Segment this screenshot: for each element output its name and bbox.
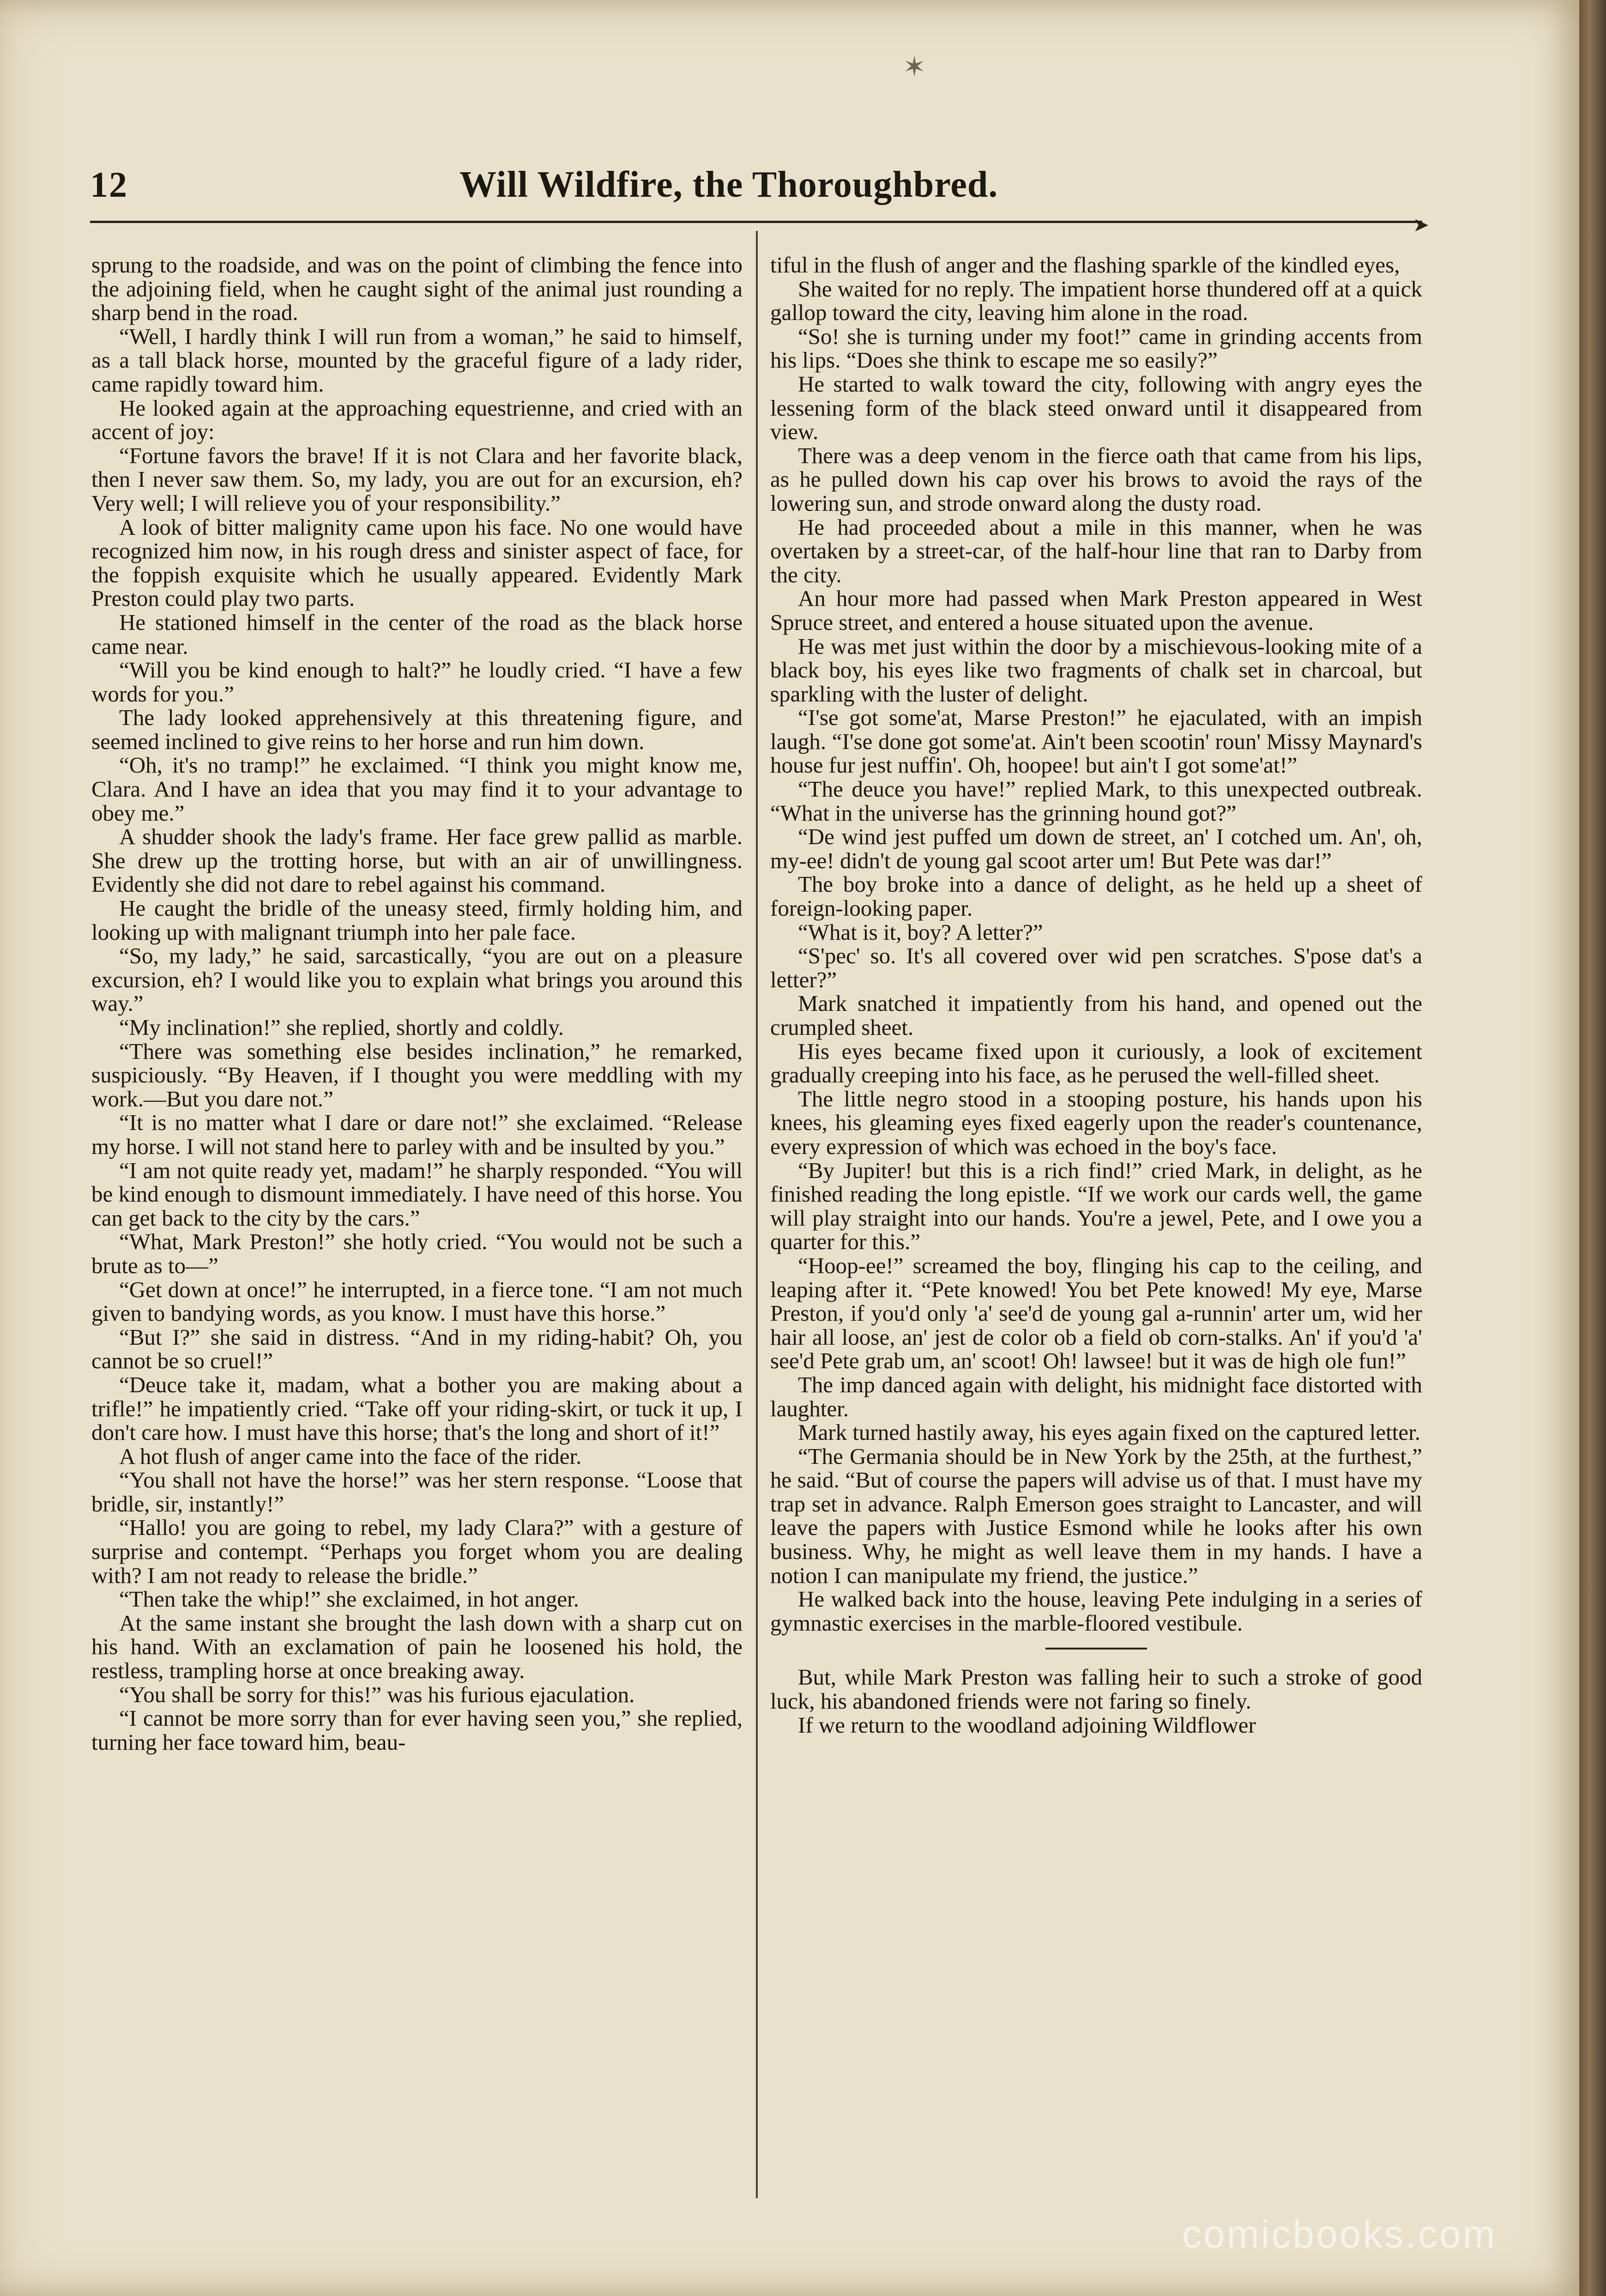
paragraph: “Well, I hardly think I will run from a woman,” he said to himself, as a tall black horse, mounted by the graceful figure of a lady rider, came rapidly toward him. (91, 323, 743, 397)
paragraph: “So! she is turning under my foot!” came in grinding accents from his lips. “Does she think to escape me so easily?” (770, 323, 1422, 373)
paragraph: “What is it, boy? A letter?” (798, 919, 1043, 945)
paragraph: “My inclination!” she replied, shortly and coldly. (119, 1015, 564, 1040)
paragraph: At the same instant she brought the lash down with a sharp cut on his hand. With an exclamation of pain he loosened his hold, the restless, trampling horse at once breaking away. (91, 1610, 743, 1684)
paragraph: “By Jupiter! but this is a rich find!” cried Mark, in delight, as he finished reading the long epistle. “If we work our cards well, the game will play straight into our hands. You're a jewel, Pete, and I owe you a quarter for this.” (770, 1157, 1422, 1255)
paragraph: “You shall not have the horse!” was her stern response. “Loose that bridle, sir, instantly!” (91, 1467, 743, 1517)
paragraph: He started to walk toward the city, following with angry eyes the lessening form of the black steed onward until it disappeared from view. (770, 371, 1422, 445)
paragraph: tiful in the flush of anger and the flashing sparkle of the kindled eyes, (770, 252, 1400, 278)
paragraph: He was met just within the door by a mischievous-looking mite of a black boy, his eyes like two fragments of chalk set in charcoal, but sparkling with the luster of delight. (770, 633, 1422, 707)
paragraph: But, while Mark Preston was falling heir to such a stroke of good luck, his abandoned friends were not faring so finely. (770, 1664, 1422, 1714)
paragraph: A shudder shook the lady's frame. Her face grew pallid as marble. She drew up the trotting horse, but with an air of unwillingness. Evidently she did not dare to rebel against his command. (91, 824, 743, 897)
paragraph: “You shall be sorry for this!” was his furious ejaculation. (119, 1681, 635, 1707)
paragraph: He looked again at the approaching equestrienne, and cried with an accent of joy: (91, 395, 743, 445)
paragraph: “Get down at once!” he interrupted, in a fierce tone. “I am not much given to bandying words, as you know. I must have this horse.” (91, 1276, 743, 1326)
paragraph: “Hallo! you are going to rebel, my lady Clara?” with a gesture of surprise and contempt. “Perhaps you forget whom you are dealing with? I am not ready to release the bridle.” (91, 1515, 743, 1588)
paragraph: Mark snatched it impatiently from his hand, and opened out the crumpled sheet. (770, 991, 1422, 1040)
paragraph: He had proceeded about a mile in this manner, when he was overtaken by a street-car, of the half-hour line that ran to Darby from the city. (770, 514, 1422, 587)
section-break-rule (1045, 1648, 1147, 1649)
paragraph: “I cannot be more sorry than for ever having seen you,” she replied, turning her face toward him, beau- (91, 1705, 743, 1755)
paragraph: “The deuce you have!” replied Mark, to this unexpected outbreak. “What in the universe has the grinning hound got?” (770, 776, 1422, 826)
paragraph: “I'se got some'at, Marse Preston!” he ejaculated, with an impish laugh. “I'se done got some'at. Ain't been scootin' roun' Missy Maynard's house fur jest nuffin'. Oh, hoopee! but ain't I got some'at!” (770, 705, 1422, 778)
paragraph: “But I?” she said in distress. “And in my riding-habit? Oh, you cannot be so cruel!” (91, 1324, 743, 1374)
paragraph: “So, my lady,” he said, sarcastically, “you are out on a pleasure excursion, eh? I would like you to explain what brings you around this way.” (91, 943, 743, 1016)
paragraph: An hour more had passed when Mark Preston appeared in West Spruce street, and entered a house situated upon the avenue. (770, 586, 1422, 635)
paragraph: She waited for no reply. The impatient horse thundered off at a quick gallop toward the city, leaving him alone in the road. (770, 276, 1422, 326)
paragraph: sprung to the roadside, and was on the point of climbing the fence into the adjoining field, when he caught sight of the animal just rounding a sharp bend in the road. (91, 252, 743, 326)
paragraph: “Hoop-ee!” screamed the boy, flinging his cap to the ceiling, and leaping after it. “Pete knowed! You bet Pete knowed! My eye, Marse Preston, if you'd only 'a' see'd de young gal a-runnin' arter um, wid her hair all loose, an' jest de color ob a field ob corn-stalks. An' if you'd 'a' see'd Pete grab um, an' scoot! Oh! lawsee! but it was de high ole fun!” (770, 1252, 1422, 1374)
paragraph: He walked back into the house, leaving Pete indulging in a series of gymnastic exercises in the marble-floored vestibule. (770, 1586, 1422, 1636)
paragraph: Mark turned hastily away, his eyes again fixed on the captured letter. (798, 1420, 1420, 1445)
running-header (90, 164, 1438, 219)
paragraph: “Fortune favors the brave! If it is not Clara and her favorite black, then I never saw them. So, my lady, you are out for an excursion, eh? Very well; I will relieve you of your responsibility.” (91, 442, 743, 516)
printer-ornament-icon: ✶ (903, 52, 926, 82)
paragraph: A look of bitter malignity came upon his face. No one would have recognized him now, in his rough dress and sinister aspect of face, for the foppish exquisite which he usually appeared. Evidently Mark Preston could play two parts. (91, 514, 743, 611)
paragraph: “Will you be kind enough to halt?” he loudly cried. “I have a few words for you.” (91, 657, 743, 707)
paragraph: “Deuce take it, madam, what a bother you are making about a trifle!” he impatiently cried. “Take off your riding-skirt, or tuck it up, I don't care how. I must have this horse; that's the long and short of it!” (91, 1372, 743, 1445)
paragraph: “De wind jest puffed um down de street, an' I cotched um. An', oh, my-ee! didn't de young gal scoot arter um! But Pete was dar!” (770, 824, 1422, 873)
paragraph: “What, Mark Preston!” she hotly cried. “You would not be such a brute as to—” (91, 1229, 743, 1278)
left-column (91, 253, 743, 1754)
column-divider (756, 231, 758, 2198)
paragraph: “S'pec' so. It's all covered over wid pen scratches. S'pose dat's a letter?” (770, 943, 1422, 992)
running-title: Will Wildfire, the Thoroughbred. (459, 164, 998, 205)
site-watermark: comicbooks.com (1182, 2212, 1497, 2256)
paragraph: “I am not quite ready yet, madam!” he sharply responded. “You will be kind enough to dismount immediately. I have need of this horse. You can get back to the city by the cars.” (91, 1157, 743, 1231)
paragraph: “Oh, it's no tramp!” he exclaimed. “I think you might know me, Clara. And I have an idea that you may find it to your advantage to obey me.” (91, 752, 743, 826)
paragraph: The boy broke into a dance of delight, as he held up a sheet of foreign-looking paper. (770, 871, 1422, 921)
header-rule-ornament-icon: ➤ (1413, 215, 1430, 236)
paragraph: A hot flush of anger came into the face of the rider. (119, 1443, 582, 1469)
page-number: 12 (90, 164, 128, 205)
right-column (770, 253, 1422, 1737)
paragraph: He caught the bridle of the uneasy steed, firmly holding him, and looking up with malignant triumph into her pale face. (91, 895, 743, 945)
paragraph: “Then take the whip!” she exclaimed, in hot anger. (119, 1586, 579, 1612)
book-spine-edge (1579, 0, 1606, 2296)
paragraph: The imp danced again with delight, his midnight face distorted with laughter. (770, 1372, 1422, 1421)
paragraph: The lady looked apprehensively at this threatening figure, and seemed inclined to give reins to her horse and run him down. (91, 705, 743, 754)
header-rule (90, 221, 1422, 223)
paragraph: “The Germania should be in New York by the 25th, at the furthest,” he said. “But of course the papers will advise us of that. I must have my trap set in advance. Ralph Emerson goes straight to Lancaster, and will leave the papers with Justice Esmond while he looks after his own business. Why, he might as well leave them in my hands. I have a notion I can manipulate my friend, the justice.” (770, 1443, 1422, 1588)
paragraph: He stationed himself in the center of the road as the black horse came near. (91, 609, 743, 659)
paragraph: The little negro stood in a stooping posture, his hands upon his knees, his gleaming eyes fixed eagerly upon the reader's countenance, every expression of which was echoed in the boy's face. (770, 1086, 1422, 1159)
paragraph: “It is no matter what I dare or dare not!” she exclaimed. “Release my horse. I will not stand here to parley with and be insulted by you.” (91, 1110, 743, 1159)
paragraph: If we return to the woodland adjoining Wildflower (798, 1712, 1256, 1738)
paragraph: His eyes became fixed upon it curiously, a look of excitement gradually creeping into his face, as he perused the well-filled sheet. (770, 1038, 1422, 1088)
paragraph: “There was something else besides inclination,” he remarked, suspiciously. “By Heaven, if I thought you were meddling with my work.—But you dare not.” (91, 1038, 743, 1112)
paragraph: There was a deep venom in the fierce oath that came from his lips, as he pulled down his cap over his brows to avoid the rays of the lowering sun, and strode onward along the dusty road. (770, 442, 1422, 516)
